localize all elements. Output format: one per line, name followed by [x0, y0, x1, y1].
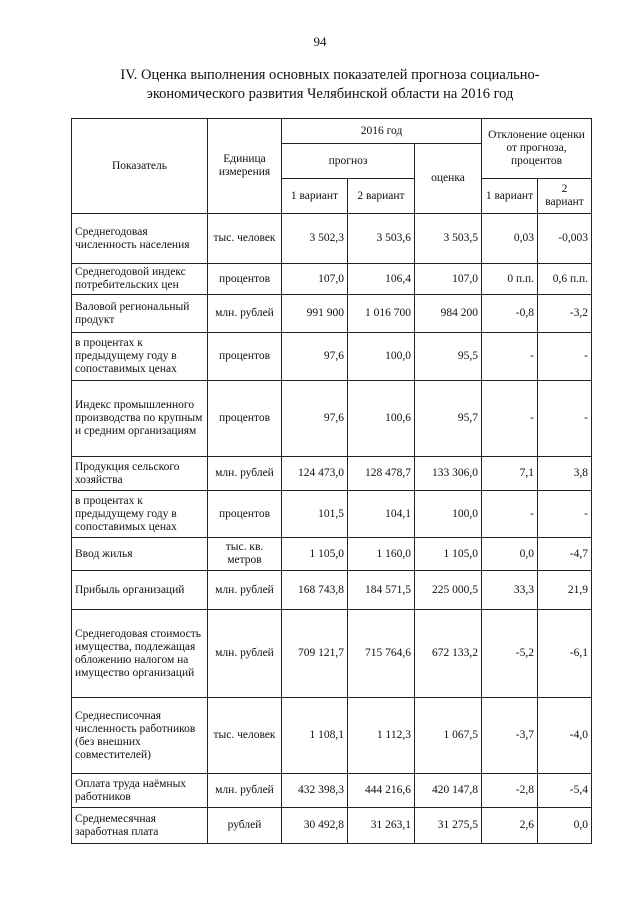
deviation-variant-2: -3,2 [538, 295, 592, 333]
header-deviation: Отклонение оценки от прогноза, процентов [482, 119, 592, 179]
indicator-name: Прибыль организаций [72, 571, 208, 610]
deviation-variant-2: 21,9 [538, 571, 592, 610]
deviation-variant-2: - [538, 333, 592, 381]
deviation-variant-2: -4,7 [538, 538, 592, 571]
estimate-value: 225 000,5 [415, 571, 482, 610]
deviation-variant-1: -3,7 [482, 698, 538, 774]
table-header [72, 119, 592, 214]
deviation-variant-2: 3,8 [538, 457, 592, 491]
indicator-name: Среднегодовая численность населения [72, 214, 208, 264]
deviation-variant-1: 2,6 [482, 808, 538, 844]
estimate-value: 672 133,2 [415, 610, 482, 698]
indicator-name: Среднегодовой индекс потребительских цен [72, 264, 208, 295]
deviation-variant-1: -2,8 [482, 774, 538, 808]
forecast-variant-1: 30 492,8 [282, 808, 348, 844]
indicator-unit: тыс. человек [208, 214, 282, 264]
header-variant-1: 1 вариант [282, 179, 348, 214]
page-title-line-2: экономического развития Челябинской области на 2016 год [146, 86, 514, 102]
forecast-variant-2: 1 112,3 [348, 698, 415, 774]
page-title-line-1: IV. Оценка выполнения основных показателей прогноза социально- [120, 67, 540, 83]
header-indicator: Показатель [72, 119, 208, 214]
indicator-name: в процентах к предыдущему году в сопоставимых ценах [72, 491, 208, 538]
forecast-variant-1: 1 108,1 [282, 698, 348, 774]
table-row [72, 214, 592, 264]
forecast-variant-1: 1 105,0 [282, 538, 348, 571]
table-row [72, 264, 592, 295]
indicator-unit: процентов [208, 264, 282, 295]
estimate-value: 1 105,0 [415, 538, 482, 571]
table-row [72, 571, 592, 610]
forecast-variant-1: 168 743,8 [282, 571, 348, 610]
table-row [72, 808, 592, 844]
indicator-name: Среднесписочная численность работников (без внешних совместителей) [72, 698, 208, 774]
forecast-variant-1: 432 398,3 [282, 774, 348, 808]
indicator-unit: млн. рублей [208, 457, 282, 491]
indicator-name: Оплата труда наёмных работников [72, 774, 208, 808]
deviation-variant-2: -0,003 [538, 214, 592, 264]
forecast-variant-2: 1 016 700 [348, 295, 415, 333]
page-number: 94 [313, 34, 327, 49]
forecast-variant-2: 106,4 [348, 264, 415, 295]
indicator-unit: процентов [208, 381, 282, 457]
header-forecast: прогноз [282, 144, 415, 179]
estimate-value: 3 503,5 [415, 214, 482, 264]
forecast-variant-1: 124 473,0 [282, 457, 348, 491]
forecast-variant-2: 128 478,7 [348, 457, 415, 491]
forecast-variant-2: 31 263,1 [348, 808, 415, 844]
indicator-unit: млн. рублей [208, 571, 282, 610]
deviation-variant-1: -0,8 [482, 295, 538, 333]
page-title [60, 66, 600, 104]
forecast-variant-1: 101,5 [282, 491, 348, 538]
table-row [72, 774, 592, 808]
header-deviation-variant-2: 2 вариант [538, 179, 592, 214]
deviation-variant-2: - [538, 491, 592, 538]
deviation-variant-2: -4,0 [538, 698, 592, 774]
deviation-variant-2: -5,4 [538, 774, 592, 808]
deviation-variant-2: -6,1 [538, 610, 592, 698]
table-row [72, 381, 592, 457]
deviation-variant-1: - [482, 333, 538, 381]
forecast-variant-2: 444 216,6 [348, 774, 415, 808]
forecast-variant-1: 709 121,7 [282, 610, 348, 698]
forecast-variant-2: 104,1 [348, 491, 415, 538]
indicator-unit: млн. рублей [208, 610, 282, 698]
indicator-name: в процентах к предыдущему году в сопоставимых ценах [72, 333, 208, 381]
forecast-variant-1: 97,6 [282, 333, 348, 381]
estimate-value: 95,7 [415, 381, 482, 457]
table-row [72, 333, 592, 381]
header-variant-2: 2 вариант [348, 179, 415, 214]
deviation-variant-1: - [482, 381, 538, 457]
indicator-name: Валовой региональный продукт [72, 295, 208, 333]
table-row [72, 610, 592, 698]
deviation-variant-1: 7,1 [482, 457, 538, 491]
forecast-variant-2: 1 160,0 [348, 538, 415, 571]
forecast-variant-2: 100,6 [348, 381, 415, 457]
deviation-variant-1: 33,3 [482, 571, 538, 610]
table-row [72, 457, 592, 491]
forecast-variant-2: 184 571,5 [348, 571, 415, 610]
estimate-value: 984 200 [415, 295, 482, 333]
estimate-value: 107,0 [415, 264, 482, 295]
indicator-unit: рублей [208, 808, 282, 844]
indicators-table [71, 118, 592, 844]
header-year: 2016 год [282, 119, 482, 144]
indicator-unit: млн. рублей [208, 774, 282, 808]
table-row [72, 538, 592, 571]
indicator-name: Продукция сельского хозяйства [72, 457, 208, 491]
forecast-variant-2: 3 503,6 [348, 214, 415, 264]
indicator-unit: тыс. кв. метров [208, 538, 282, 571]
estimate-value: 1 067,5 [415, 698, 482, 774]
header-estimate: оценка [415, 144, 482, 214]
forecast-variant-2: 715 764,6 [348, 610, 415, 698]
indicator-name: Индекс промышленного производства по крупным и средним организациям [72, 381, 208, 457]
deviation-variant-1: -5,2 [482, 610, 538, 698]
deviation-variant-1: 0,0 [482, 538, 538, 571]
forecast-variant-1: 97,6 [282, 381, 348, 457]
indicator-unit: млн. рублей [208, 295, 282, 333]
indicator-unit: процентов [208, 491, 282, 538]
deviation-variant-2: 0,6 п.п. [538, 264, 592, 295]
header-deviation-variant-1: 1 вариант [482, 179, 538, 214]
table-row [72, 295, 592, 333]
forecast-variant-1: 3 502,3 [282, 214, 348, 264]
estimate-value: 420 147,8 [415, 774, 482, 808]
indicator-name: Среднегодовая стоимость имущества, подлежащая обложению налогом на имущество организаций [72, 610, 208, 698]
header-unit: Единица измерения [208, 119, 282, 214]
deviation-variant-1: 0,03 [482, 214, 538, 264]
estimate-value: 133 306,0 [415, 457, 482, 491]
table-row [72, 491, 592, 538]
estimate-value: 95,5 [415, 333, 482, 381]
deviation-variant-2: - [538, 381, 592, 457]
indicator-unit: тыс. человек [208, 698, 282, 774]
deviation-variant-1: - [482, 491, 538, 538]
indicator-unit: процентов [208, 333, 282, 381]
table-row [72, 698, 592, 774]
forecast-variant-1: 107,0 [282, 264, 348, 295]
estimate-value: 31 275,5 [415, 808, 482, 844]
estimate-value: 100,0 [415, 491, 482, 538]
indicator-name: Ввод жилья [72, 538, 208, 571]
forecast-variant-2: 100,0 [348, 333, 415, 381]
indicator-name: Среднемесячная заработная плата [72, 808, 208, 844]
deviation-variant-2: 0,0 [538, 808, 592, 844]
deviation-variant-1: 0 п.п. [482, 264, 538, 295]
forecast-variant-1: 991 900 [282, 295, 348, 333]
table-body [72, 214, 592, 844]
